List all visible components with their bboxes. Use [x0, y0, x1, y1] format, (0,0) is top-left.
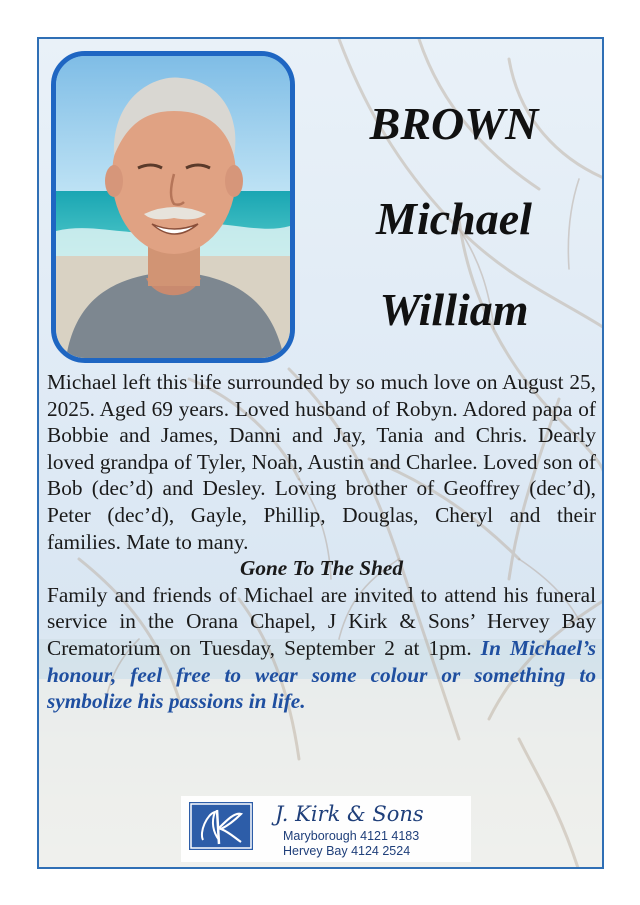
middle-name-heading: William	[379, 284, 529, 335]
obituary-paragraph: Michael left this life surrounded by so much love on August 25, 2025. Aged 69 years. Loved husband of Robyn. Adored papa of Bobbie and James, Danni and Jay, Tania and Chris. Dearly loved grandpa of Tyler, Noah, Austin and Charlee. Loved son of Bob (dec’d) and Desley. Loving brother of Geoffrey (dec’d), Peter (dec’d), Gayle, Phillip, Douglas, Cheryl and their families. Mate to many.	[47, 370, 596, 554]
first-name-heading: Michael	[376, 193, 532, 244]
honour-note: In Michael’s honour, feel free to wear some colour or something to symbolize his passions in life.	[47, 635, 596, 714]
monogram-badge	[189, 802, 253, 850]
service-paragraph	[47, 582, 596, 715]
notice-text	[47, 369, 596, 715]
phone-maryborough: Maryborough 4121 4183	[283, 829, 420, 843]
funeral-notice-card	[37, 37, 604, 869]
monogram-k-icon	[189, 802, 253, 850]
portrait-illustration	[56, 56, 290, 358]
funeral-home-logo	[181, 796, 471, 862]
portrait-photo	[51, 51, 295, 363]
subheading: Gone To The Shed	[239, 556, 404, 581]
surname-heading: BROWN	[369, 98, 539, 149]
service-details: Family and friends of Michael are invited to attend his funeral service in the Orana Chapel, J Kirk & Sons’ Hervey Bay Crematorium on Tuesday, September 2 at 1pm.	[47, 582, 596, 660]
phone-hervey-bay: Hervey Bay 4124 2524	[283, 844, 411, 858]
company-name: J. Kirk & Sons	[275, 802, 424, 826]
